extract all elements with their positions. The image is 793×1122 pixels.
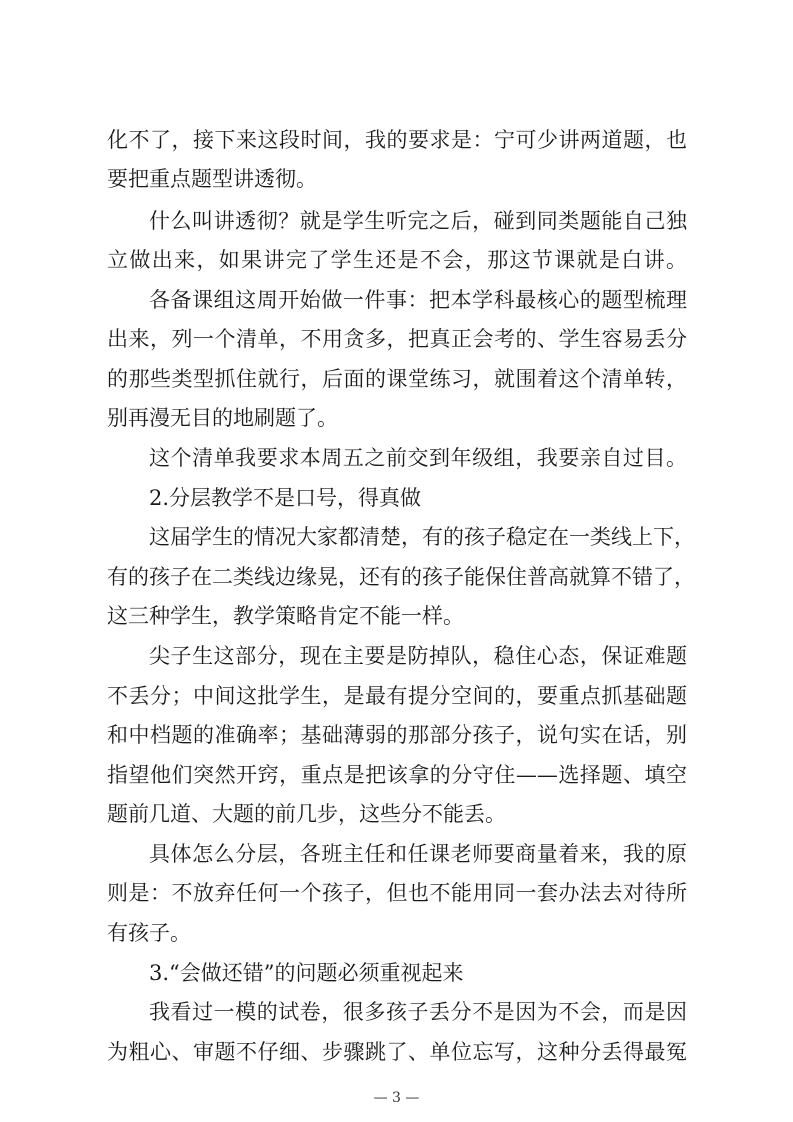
line-text: 尖子生这部分，现在主要是防掉队，稳住心态，保证难题 [149,644,687,668]
paragraph-first-line [0,835,793,873]
line-text: 和中档题的准确率；基础薄弱的那部分孩子，说句实在话，别 [107,723,687,747]
text-line [0,756,793,794]
line-text: 不丢分；中间这批学生，是最有提分空间的，要重点抓基础题 [107,684,687,708]
heading-text: 3.“会做还错”的问题必须重视起来 [149,961,464,985]
section-heading [0,479,793,517]
line-text: 有孩子。 [107,921,191,945]
text-line [0,399,793,437]
line-text: 出来，列一个清单，不用贪多，把真正会考的、学生容易丢分 [107,327,687,351]
line-text: 这个清单我要求本周五之前交到年级组，我要亲自过目。 [149,446,687,470]
line-text: 具体怎么分层，各班主任和任课老师要商量着来，我的原 [149,842,687,866]
paragraph-first-line [0,637,793,675]
heading-text: 2.分层教学不是口号，得真做 [149,486,422,510]
paragraph-first-line [0,202,793,240]
line-text: 立做出来，如果讲完了学生还是不会，那这节课就是白讲。 [107,248,687,272]
paragraph-first-line [0,993,793,1031]
line-text: 的那些类型抓住就行，后面的课堂练习，就围着这个清单转， [107,367,687,391]
page-number: — 3 — [373,1090,420,1106]
line-text: 题前几道、大题的前几步，这些分不能丢。 [107,802,506,826]
line-text: 有的孩子在二类线边缘晃，还有的孩子能保住普高就算不错了， [107,565,695,589]
text-line [0,874,793,912]
line-text: 这届学生的情况大家都清楚，有的孩子稳定在一类线上下， [149,525,695,549]
line-text: 这三种学生，教学策略肯定不能一样。 [107,604,464,628]
text-line [0,241,793,279]
text-line [0,677,793,715]
line-text: 什么叫讲透彻？就是学生听完之后，碰到同类题能自己独 [149,209,687,233]
text-line [0,160,793,198]
text-line [0,716,793,754]
line-text: 各备课组这周开始做一件事：把本学科最核心的题型梳理 [149,288,687,312]
text-line [0,597,793,635]
text-line [0,795,793,833]
text-line [0,1033,793,1071]
line-text: 我看过一模的试卷，很多孩子丢分不是因为不会，而是因 [149,1000,687,1024]
section-heading [0,954,793,992]
line-text: 指望他们突然开窍，重点是把该拿的分守住——选择题、填空 [107,763,687,787]
text-line [0,558,793,596]
text-line [0,320,793,358]
paragraph-first-line [0,281,793,319]
line-text: 要把重点题型讲透彻。 [107,167,317,191]
line-text: 则是：不放弃任何一个孩子，但也不能用同一套办法去对待所 [107,881,687,905]
line-text: 为粗心、审题不仔细、步骤跳了、单位忘写，这种分丢得最冤 [107,1040,687,1064]
text-line [0,914,793,952]
text-line [0,360,793,398]
paragraph-first-line [0,439,793,477]
text-line [0,121,793,159]
paragraph-first-line [0,518,793,556]
line-text: 别再漫无目的地刷题了。 [107,406,338,430]
line-text: 化不了，接下来这段时间，我的要求是：宁可少讲两道题，也 [107,128,687,152]
